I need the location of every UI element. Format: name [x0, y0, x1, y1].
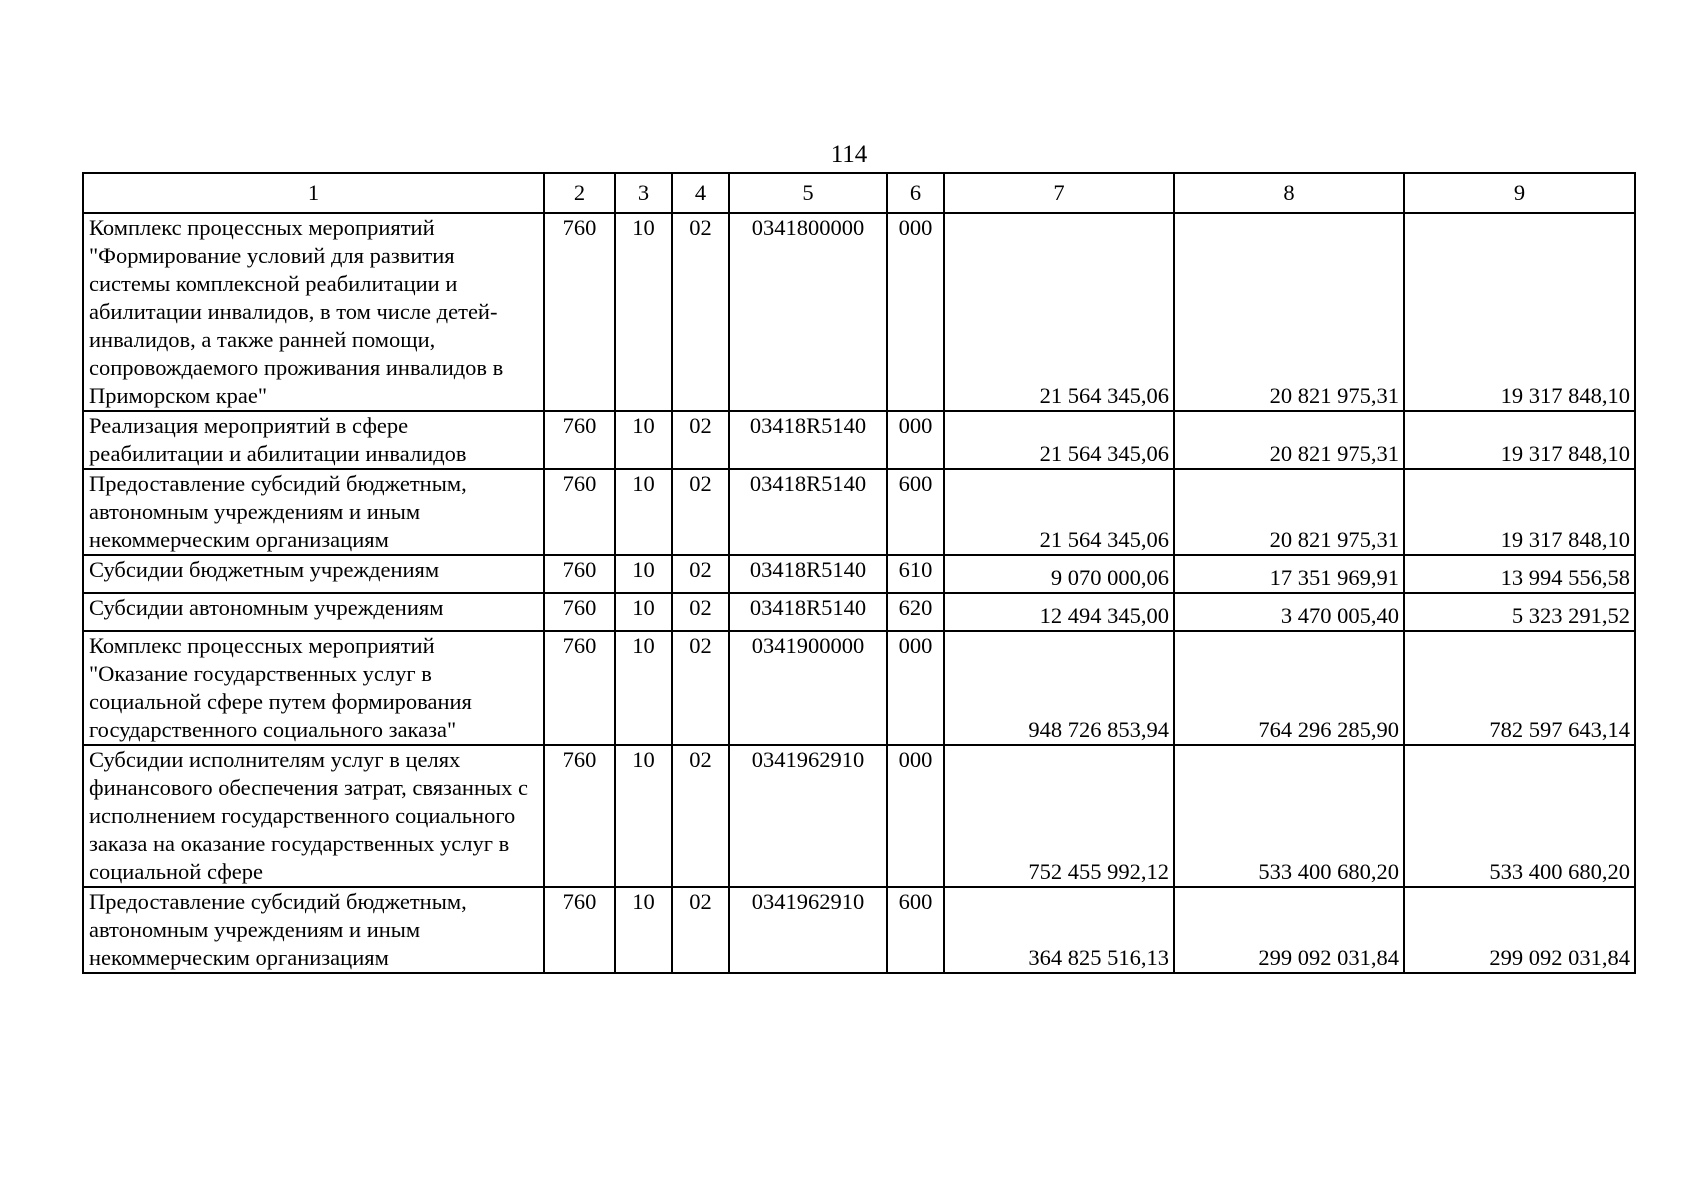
cell-col8: 533 400 680,20: [1174, 745, 1404, 887]
cell-col6: 000: [887, 745, 944, 887]
cell-col7: 948 726 853,94: [944, 631, 1174, 745]
cell-col6: 610: [887, 555, 944, 593]
cell-col8: 20 821 975,31: [1174, 213, 1404, 411]
cell-col8: 20 821 975,31: [1174, 411, 1404, 469]
row-name: Предоставление субсидий бюджетным, автономным учреждениям и иным некоммерческим организациям: [83, 887, 544, 973]
cell-col9: 533 400 680,20: [1404, 745, 1635, 887]
cell-col9: 5 323 291,52: [1404, 593, 1635, 631]
header-cell: 9: [1404, 173, 1635, 213]
header-cell: 8: [1174, 173, 1404, 213]
cell-col6: 000: [887, 631, 944, 745]
cell-col7: 12 494 345,00: [944, 593, 1174, 631]
cell-col8: 764 296 285,90: [1174, 631, 1404, 745]
cell-col6: 620: [887, 593, 944, 631]
header-cell: 7: [944, 173, 1174, 213]
table-row: [83, 555, 1635, 593]
cell-col7: 9 070 000,06: [944, 555, 1174, 593]
cell-col2: 760: [544, 593, 615, 631]
cell-col9: 19 317 848,10: [1404, 213, 1635, 411]
cell-col3: 10: [615, 887, 672, 973]
cell-col5: 03418R5140: [729, 555, 887, 593]
cell-col2: 760: [544, 887, 615, 973]
row-name: Комплекс процессных мероприятий "Формирование условий для развития системы комплексной реабилитации и абилитации инвалидов, в том числе детей-инвалидов, а также ранней помощи, сопровождаемого проживания инвалидов в Приморском крае": [83, 213, 544, 411]
cell-col2: 760: [544, 745, 615, 887]
cell-col4: 02: [672, 593, 729, 631]
cell-col4: 02: [672, 745, 729, 887]
row-name: Субсидии исполнителям услуг в целях финансового обеспечения затрат, связанных с исполнением государственного социального заказа на оказание государственных услуг в социальной сфере: [83, 745, 544, 887]
row-name: Субсидии автономным учреждениям: [83, 593, 544, 631]
cell-col7: 21 564 345,06: [944, 213, 1174, 411]
cell-col9: 19 317 848,10: [1404, 411, 1635, 469]
cell-col9: 13 994 556,58: [1404, 555, 1635, 593]
cell-col5: 03418R5140: [729, 411, 887, 469]
header-cell: 5: [729, 173, 887, 213]
cell-col4: 02: [672, 887, 729, 973]
row-name: Комплекс процессных мероприятий "Оказание государственных услуг в социальной сфере путем формирования государственного социального заказа": [83, 631, 544, 745]
cell-col9: 782 597 643,14: [1404, 631, 1635, 745]
table-row: [83, 593, 1635, 631]
cell-col3: 10: [615, 555, 672, 593]
cell-col2: 760: [544, 631, 615, 745]
table-row: [83, 469, 1635, 555]
cell-col4: 02: [672, 555, 729, 593]
cell-col2: 760: [544, 555, 615, 593]
cell-col4: 02: [672, 469, 729, 555]
cell-col5: 0341900000: [729, 631, 887, 745]
cell-col2: 760: [544, 411, 615, 469]
header-cell: 3: [615, 173, 672, 213]
cell-col5: 0341962910: [729, 745, 887, 887]
table-row: [83, 745, 1635, 887]
header-cell: 2: [544, 173, 615, 213]
cell-col9: 299 092 031,84: [1404, 887, 1635, 973]
cell-col5: 03418R5140: [729, 593, 887, 631]
cell-col3: 10: [615, 593, 672, 631]
cell-col4: 02: [672, 213, 729, 411]
cell-col5: 0341962910: [729, 887, 887, 973]
cell-col5: 03418R5140: [729, 469, 887, 555]
header-row: [83, 173, 1635, 213]
cell-col3: 10: [615, 631, 672, 745]
cell-col3: 10: [615, 745, 672, 887]
cell-col7: 21 564 345,06: [944, 411, 1174, 469]
cell-col3: 10: [615, 213, 672, 411]
cell-col7: 364 825 516,13: [944, 887, 1174, 973]
table-row: [83, 213, 1635, 411]
cell-col7: 752 455 992,12: [944, 745, 1174, 887]
cell-col6: 600: [887, 469, 944, 555]
table-row: [83, 631, 1635, 745]
cell-col3: 10: [615, 411, 672, 469]
cell-col8: 17 351 969,91: [1174, 555, 1404, 593]
header-cell: 6: [887, 173, 944, 213]
cell-col5: 0341800000: [729, 213, 887, 411]
budget-table: [82, 172, 1636, 974]
cell-col4: 02: [672, 631, 729, 745]
page-number: 114: [830, 141, 868, 168]
row-name: Реализация мероприятий в сфере реабилитации и абилитации инвалидов: [83, 411, 544, 469]
cell-col6: 000: [887, 213, 944, 411]
cell-col8: 299 092 031,84: [1174, 887, 1404, 973]
cell-col2: 760: [544, 213, 615, 411]
table-row: [83, 411, 1635, 469]
row-name: Субсидии бюджетным учреждениям: [83, 555, 544, 593]
cell-col2: 760: [544, 469, 615, 555]
cell-col6: 600: [887, 887, 944, 973]
row-name: Предоставление субсидий бюджетным, автономным учреждениям и иным некоммерческим организациям: [83, 469, 544, 555]
cell-col8: 20 821 975,31: [1174, 469, 1404, 555]
cell-col4: 02: [672, 411, 729, 469]
header-cell: 4: [672, 173, 729, 213]
table-row: [83, 887, 1635, 973]
cell-col8: 3 470 005,40: [1174, 593, 1404, 631]
header-cell: 1: [83, 173, 544, 213]
cell-col7: 21 564 345,06: [944, 469, 1174, 555]
cell-col3: 10: [615, 469, 672, 555]
cell-col6: 000: [887, 411, 944, 469]
cell-col9: 19 317 848,10: [1404, 469, 1635, 555]
